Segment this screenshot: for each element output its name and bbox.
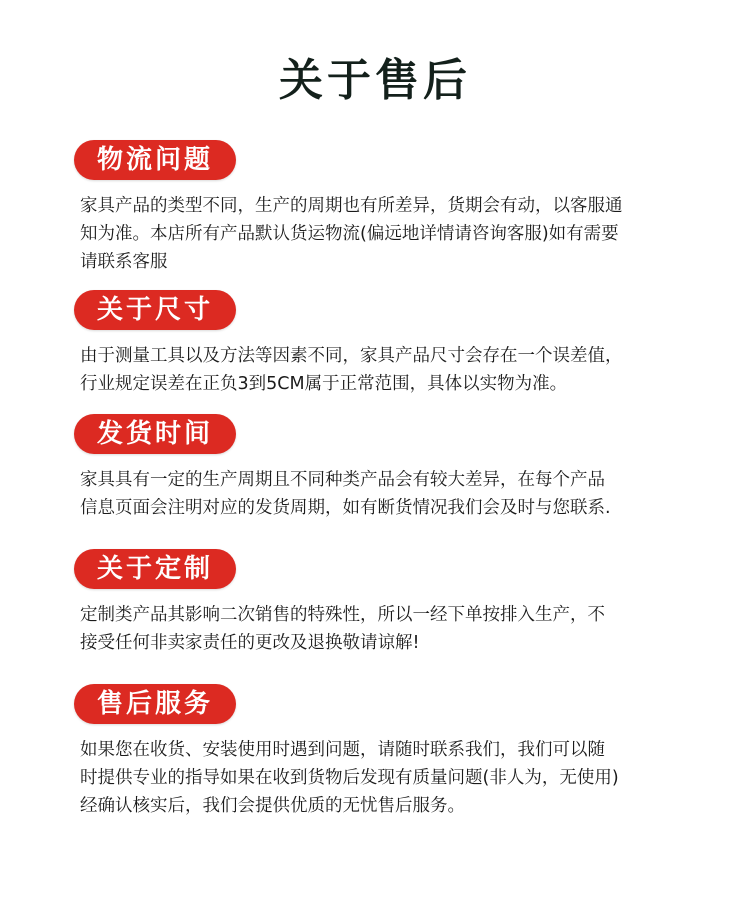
section-heading-badge: 物流问题 <box>74 140 236 180</box>
section-heading-badge: 关于尺寸 <box>74 290 236 330</box>
section-body <box>80 736 690 820</box>
section-body <box>80 601 690 657</box>
body-line: 接受任何非卖家责任的更改及退换敬请谅解! <box>80 633 420 653</box>
body-line: 经确认核实后，我们会提供优质的无忧售后服务。 <box>80 796 465 816</box>
body-line: 信息页面会注明对应的发货周期，如有断货情况我们会及时与您联系. <box>80 498 611 518</box>
body-line: 家具具有一定的生产周期且不同种类产品会有较大差异，在每个产品 <box>80 470 605 490</box>
body-line: 由于测量工具以及方法等因素不同，家具产品尺寸会存在一个误差值， <box>80 346 623 366</box>
page-title: 关于售后 <box>279 55 471 106</box>
section-body <box>80 192 690 276</box>
section-heading-badge: 发货时间 <box>74 414 236 454</box>
section-body <box>80 466 690 522</box>
body-line: 请联系客服 <box>80 252 168 272</box>
section-heading-badge: 售后服务 <box>74 684 236 724</box>
section-body <box>80 342 690 398</box>
body-line: 如果您在收货、安装使用时遇到问题，请随时联系我们，我们可以随 <box>80 740 605 760</box>
body-line: 知为准。本店所有产品默认货运物流(偏远地详情请咨询客服)如有需要 <box>80 224 619 244</box>
section-heading-badge: 关于定制 <box>74 549 236 589</box>
body-line: 定制类产品其影响二次销售的特殊性，所以一经下单按排入生产，不 <box>80 605 605 625</box>
body-line: 家具产品的类型不同，生产的周期也有所差异，货期会有动，以客服通 <box>80 196 623 216</box>
body-line: 时提供专业的指导如果在收到货物后发现有质量问题(非人为，无使用) <box>80 768 619 788</box>
body-line: 行业规定误差在正负3到5CM属于正常范围，具体以实物为准。 <box>80 374 568 394</box>
